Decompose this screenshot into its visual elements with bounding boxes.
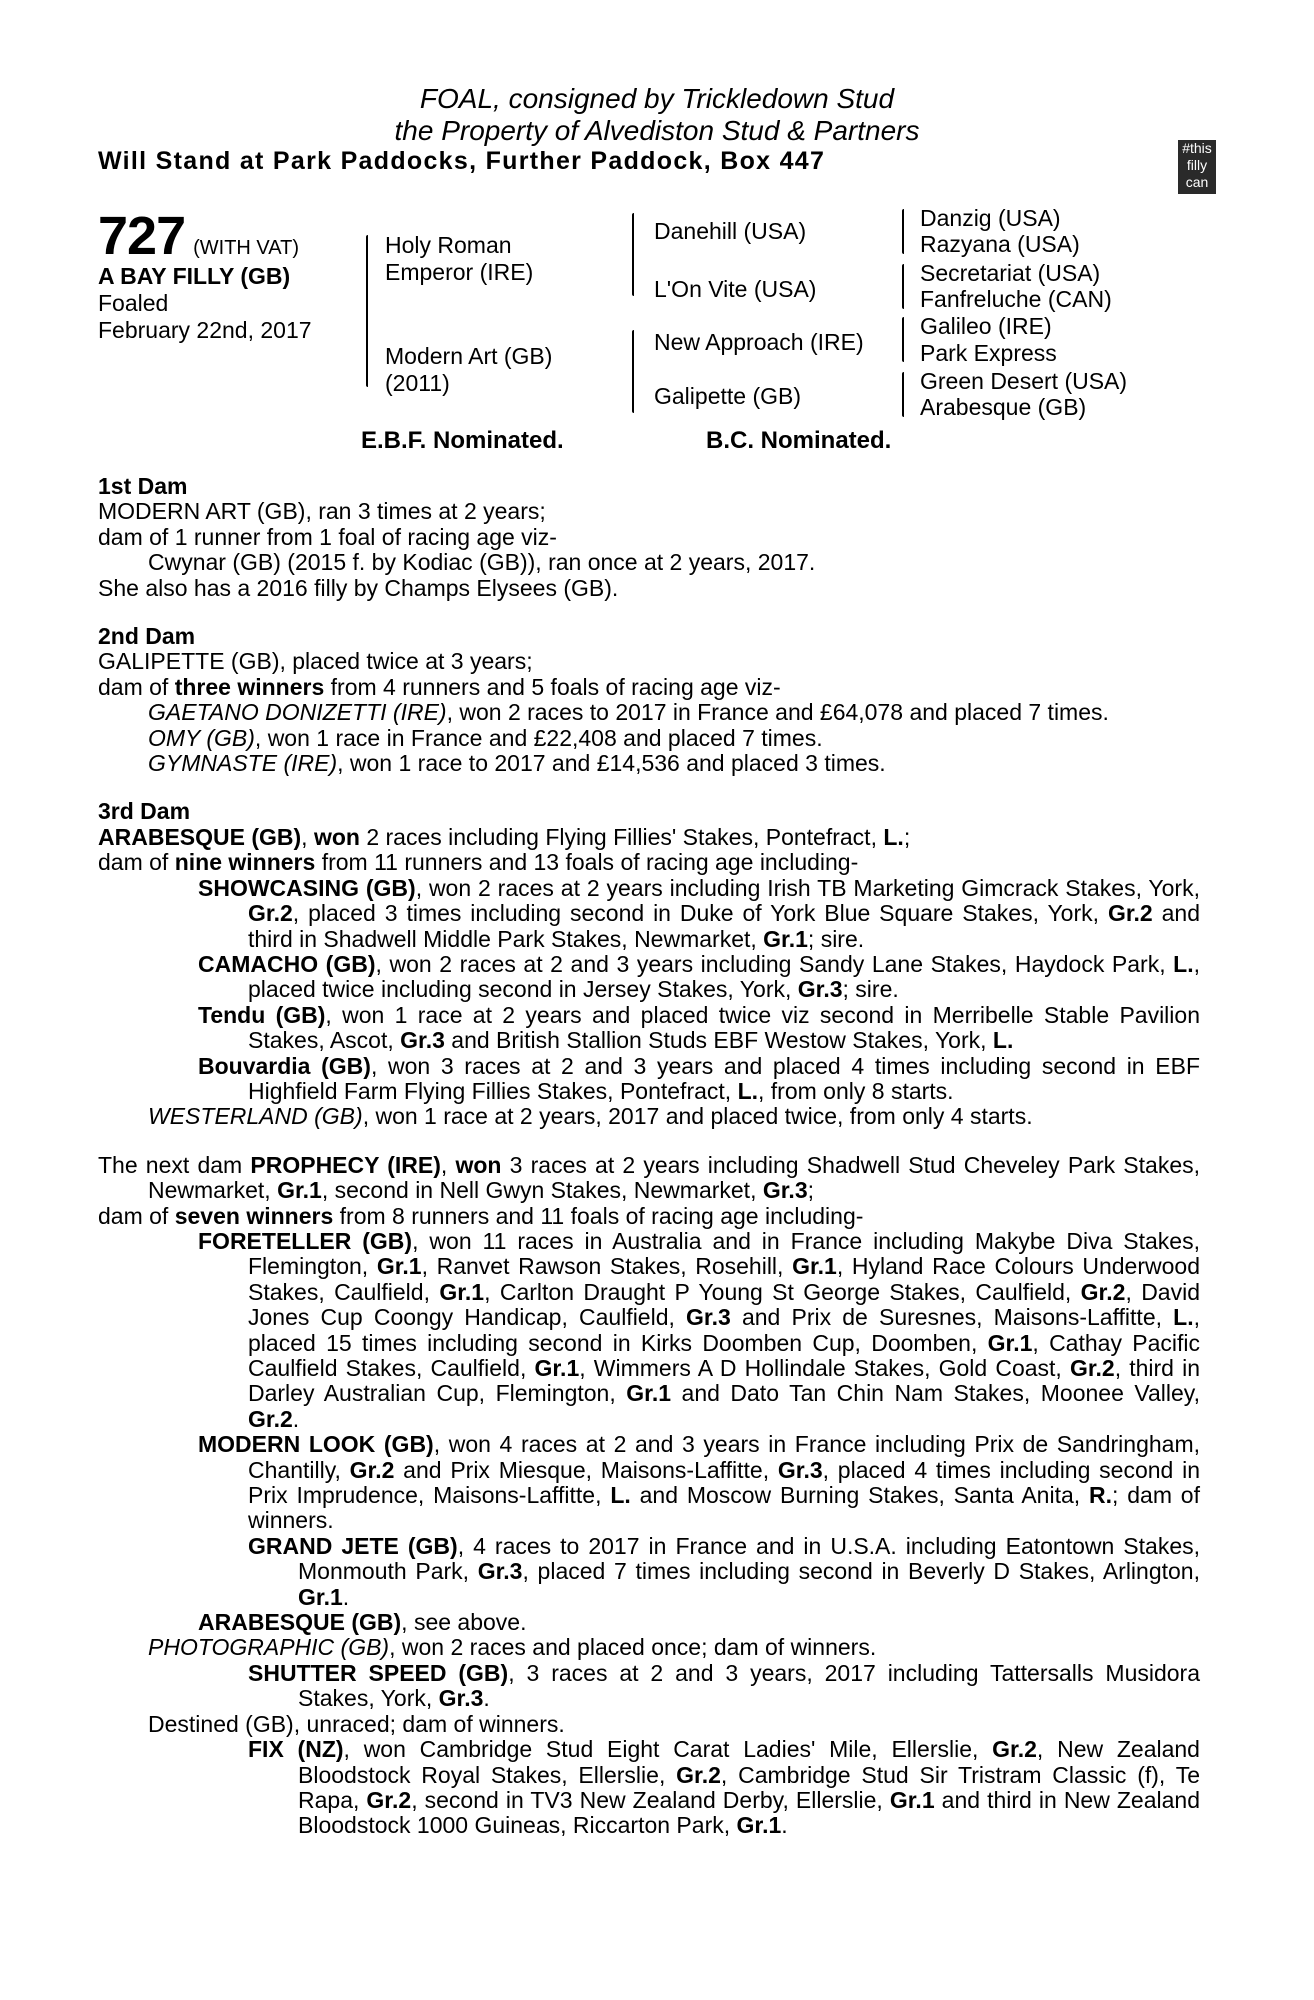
stand-location: Will Stand at Park Paddocks, Further Paddock, Box 447 <box>98 147 826 175</box>
great-grandparent: Fanfreluche (CAN) <box>920 286 1112 312</box>
great-grandparent: Galileo (IRE) <box>920 313 1052 339</box>
first-dam-line: She also has a 2016 filly by Champs Elysees (GB). <box>98 574 619 601</box>
sire-name-line1: Holy Roman <box>385 232 512 258</box>
progeny-entry: GYMNASTE (IRE), won 1 race to 2017 and £14,536 and placed 3 times. <box>148 750 886 777</box>
progeny-entry: Destined (GB), unraced; dam of winners. <box>148 1710 565 1737</box>
next-dam-line: dam of seven winners from 8 runners and 11 foals of racing age including- <box>98 1202 864 1229</box>
great-grandparent: Danzig (USA) <box>920 205 1061 231</box>
second-dam-line: dam of three winners from 4 runners and 5 foals of racing age viz- <box>98 673 781 700</box>
lot-number: 727 (WITH VAT) <box>98 206 300 266</box>
progeny-entry: Bouvardia (GB), won 3 races at 2 and 3 years and placed 4 times including second in EBF Highfield Farm Flying Fillies Stakes, Pontefract, L., from only 8 starts. <box>198 1052 1200 1104</box>
first-dam-heading: 1st Dam <box>98 473 188 499</box>
ebf-nominated: E.B.F. Nominated. <box>361 427 564 454</box>
progeny-entry: GRAND JETE (GB), 4 races to 2017 in France and in U.S.A. including Eatontown Stakes, Monmouth Park, Gr.3, placed 7 times including second in Beverly D Stakes, Arlington, Gr.1. <box>248 1532 1201 1610</box>
great-grandparent: Park Express <box>920 340 1057 366</box>
sire-sire: Danehill (USA) <box>654 218 807 244</box>
dam-name-line1: Modern Art (GB) <box>385 343 553 369</box>
dam-sire: New Approach (IRE) <box>654 329 864 355</box>
third-dam-line: dam of nine winners from 11 runners and 13 foals of racing age including- <box>98 849 859 876</box>
next-dam-line: The next dam PROPHECY (IRE), won 3 races at 2 years including Shadwell Stud Cheveley Park Stakes, Newmarket, Gr.1, second in Nell Gwyn Stakes, Newmarket, Gr.3; <box>98 1151 1201 1204</box>
dam-name-line2: (2011) <box>385 370 450 396</box>
second-dam-line: GALIPETTE (GB), placed twice at 3 years; <box>98 648 533 675</box>
sire-name-line2: Emperor (IRE) <box>385 259 534 285</box>
foaled-date: February 22nd, 2017 <box>98 317 312 343</box>
lot-title: A BAY FILLY (GB) <box>98 263 291 289</box>
progeny-entry: SHUTTER SPEED (GB), 3 races at 2 and 3 years, 2017 including Tattersalls Musidora Stakes, York, Gr.3. <box>248 1659 1201 1712</box>
bc-nominated: B.C. Nominated. <box>706 427 892 454</box>
progeny-entry: FORETELLER (GB), won 11 races in Australia and in France including Makybe Diva Stakes, Flemington, Gr.1, Ranvet Rawson Stakes, Rosehill, Gr.1, Hyland Race Colours Underwood Stakes, Caulfield, Gr.1, Carlton Draught P Young St George Stakes, Caulfield, Gr.2, David Jones Cup Coongy Handicap, Caulfield, Gr.3 and Prix de Suresnes, Maisons-Laffitte, L., placed 15 times including second in Kirks Doomben Cup, Doomben, Gr.1, Cathay Pacific Caulfield Stakes, Caulfield, Gr.1, Wimmers A D Hollindale Stakes, Gold Coast, Gr.2, third in Darley Australian Cup, Flemington, Gr.1 and Dato Tan Chin Nam Stakes, Moonee Valley, Gr.2. <box>198 1227 1200 1432</box>
ggp-brace-1 <box>902 209 904 254</box>
sire-dam-brace <box>366 235 368 387</box>
sire-parents-brace <box>632 213 634 296</box>
third-dam-line: ARABESQUE (GB), won 2 races including Flying Fillies' Stakes, Pontefract, L.; <box>98 823 911 850</box>
progeny-entry: CAMACHO (GB), won 2 races at 2 and 3 years including Sandy Lane Stakes, Haydock Park, L., placed twice including second in Jersey Stakes, York, Gr.3; sire. <box>198 950 1201 1003</box>
property-line: the Property of Alvediston Stud & Partners <box>394 115 920 146</box>
ggp-brace-4 <box>902 372 904 417</box>
ggp-brace-3 <box>902 317 904 362</box>
first-dam-line: dam of 1 runner from 1 foal of racing age viz- <box>98 523 557 550</box>
great-grandparent: Razyana (USA) <box>920 231 1080 257</box>
this-filly-can-badge: #this filly can <box>1178 140 1216 194</box>
foaled-label: Foaled <box>98 290 169 316</box>
progeny-entry: ARABESQUE (GB), see above. <box>198 1609 527 1636</box>
great-grandparent: Green Desert (USA) <box>920 368 1128 394</box>
dam-parents-brace <box>632 330 634 413</box>
progeny-entry: WESTERLAND (GB), won 1 race at 2 years, 2017 and placed twice, from only 4 starts. <box>148 1103 1033 1130</box>
first-dam-progeny: Cwynar (GB) (2015 f. by Kodiac (GB)), ran once at 2 years, 2017. <box>148 549 816 576</box>
third-dam-heading: 3rd Dam <box>98 798 191 825</box>
progeny-entry: SHOWCASING (GB), won 2 races at 2 years including Irish TB Marketing Gimcrack Stakes, York, Gr.2, placed 3 times including second in Duke of York Blue Square Stakes, York, Gr.2 and third in Shadwell Middle Park Stakes, Newmarket, Gr.1; sire. <box>198 874 1200 952</box>
ggp-brace-2 <box>902 264 904 309</box>
sire-dam: L'On Vite (USA) <box>654 276 817 302</box>
progeny-entry: FIX (NZ), won Cambridge Stud Eight Carat Ladies' Mile, Ellerslie, Gr.2, New Zealand Bloodstock Royal Stakes, Ellerslie, Gr.2, Cambridge Stud Sir Tristram Classic (f), Te Rapa, Gr.2, second in TV3 New Zealand Derby, Ellerslie, Gr.1 and third in New Zealand Bloodstock 1000 Guineas, Riccarton Park, Gr.1. <box>248 1736 1200 1839</box>
progeny-entry: Tendu (GB), won 1 race at 2 years and placed twice viz second in Merribelle Stable Pavilion Stakes, Ascot, Gr.3 and British Stallion Studs EBF Westow Stakes, York, L. <box>198 1001 1200 1054</box>
great-grandparent: Arabesque (GB) <box>920 394 1087 420</box>
progeny-entry: MODERN LOOK (GB), won 4 races at 2 and 3 years in France including Prix de Sandringham, Chantilly, Gr.2 and Prix Miesque, Maisons-Laffitte, Gr.3, placed 4 times including second in Prix Imprudence, Maisons-Laffitte, L. and Moscow Burning Stakes, Santa Anita, R.; dam of winners. <box>198 1431 1201 1534</box>
progeny-entry: PHOTOGRAPHIC (GB), won 2 races and placed once; dam of winners. <box>148 1634 877 1661</box>
progeny-entry: GAETANO DONIZETTI (IRE), won 2 races to 2017 in France and £64,078 and placed 7 times. <box>148 699 1109 726</box>
progeny-entry: OMY (GB), won 1 race in France and £22,408 and placed 7 times. <box>148 724 823 751</box>
consignor-line: FOAL, consigned by Trickledown Stud <box>419 83 895 114</box>
great-grandparent: Secretariat (USA) <box>920 260 1101 286</box>
produce-record <box>98 474 1200 1839</box>
dam-dam: Galipette (GB) <box>654 383 801 409</box>
second-dam-heading: 2nd Dam <box>98 623 196 650</box>
first-dam-line: MODERN ART (GB), ran 3 times at 2 years; <box>98 498 546 525</box>
